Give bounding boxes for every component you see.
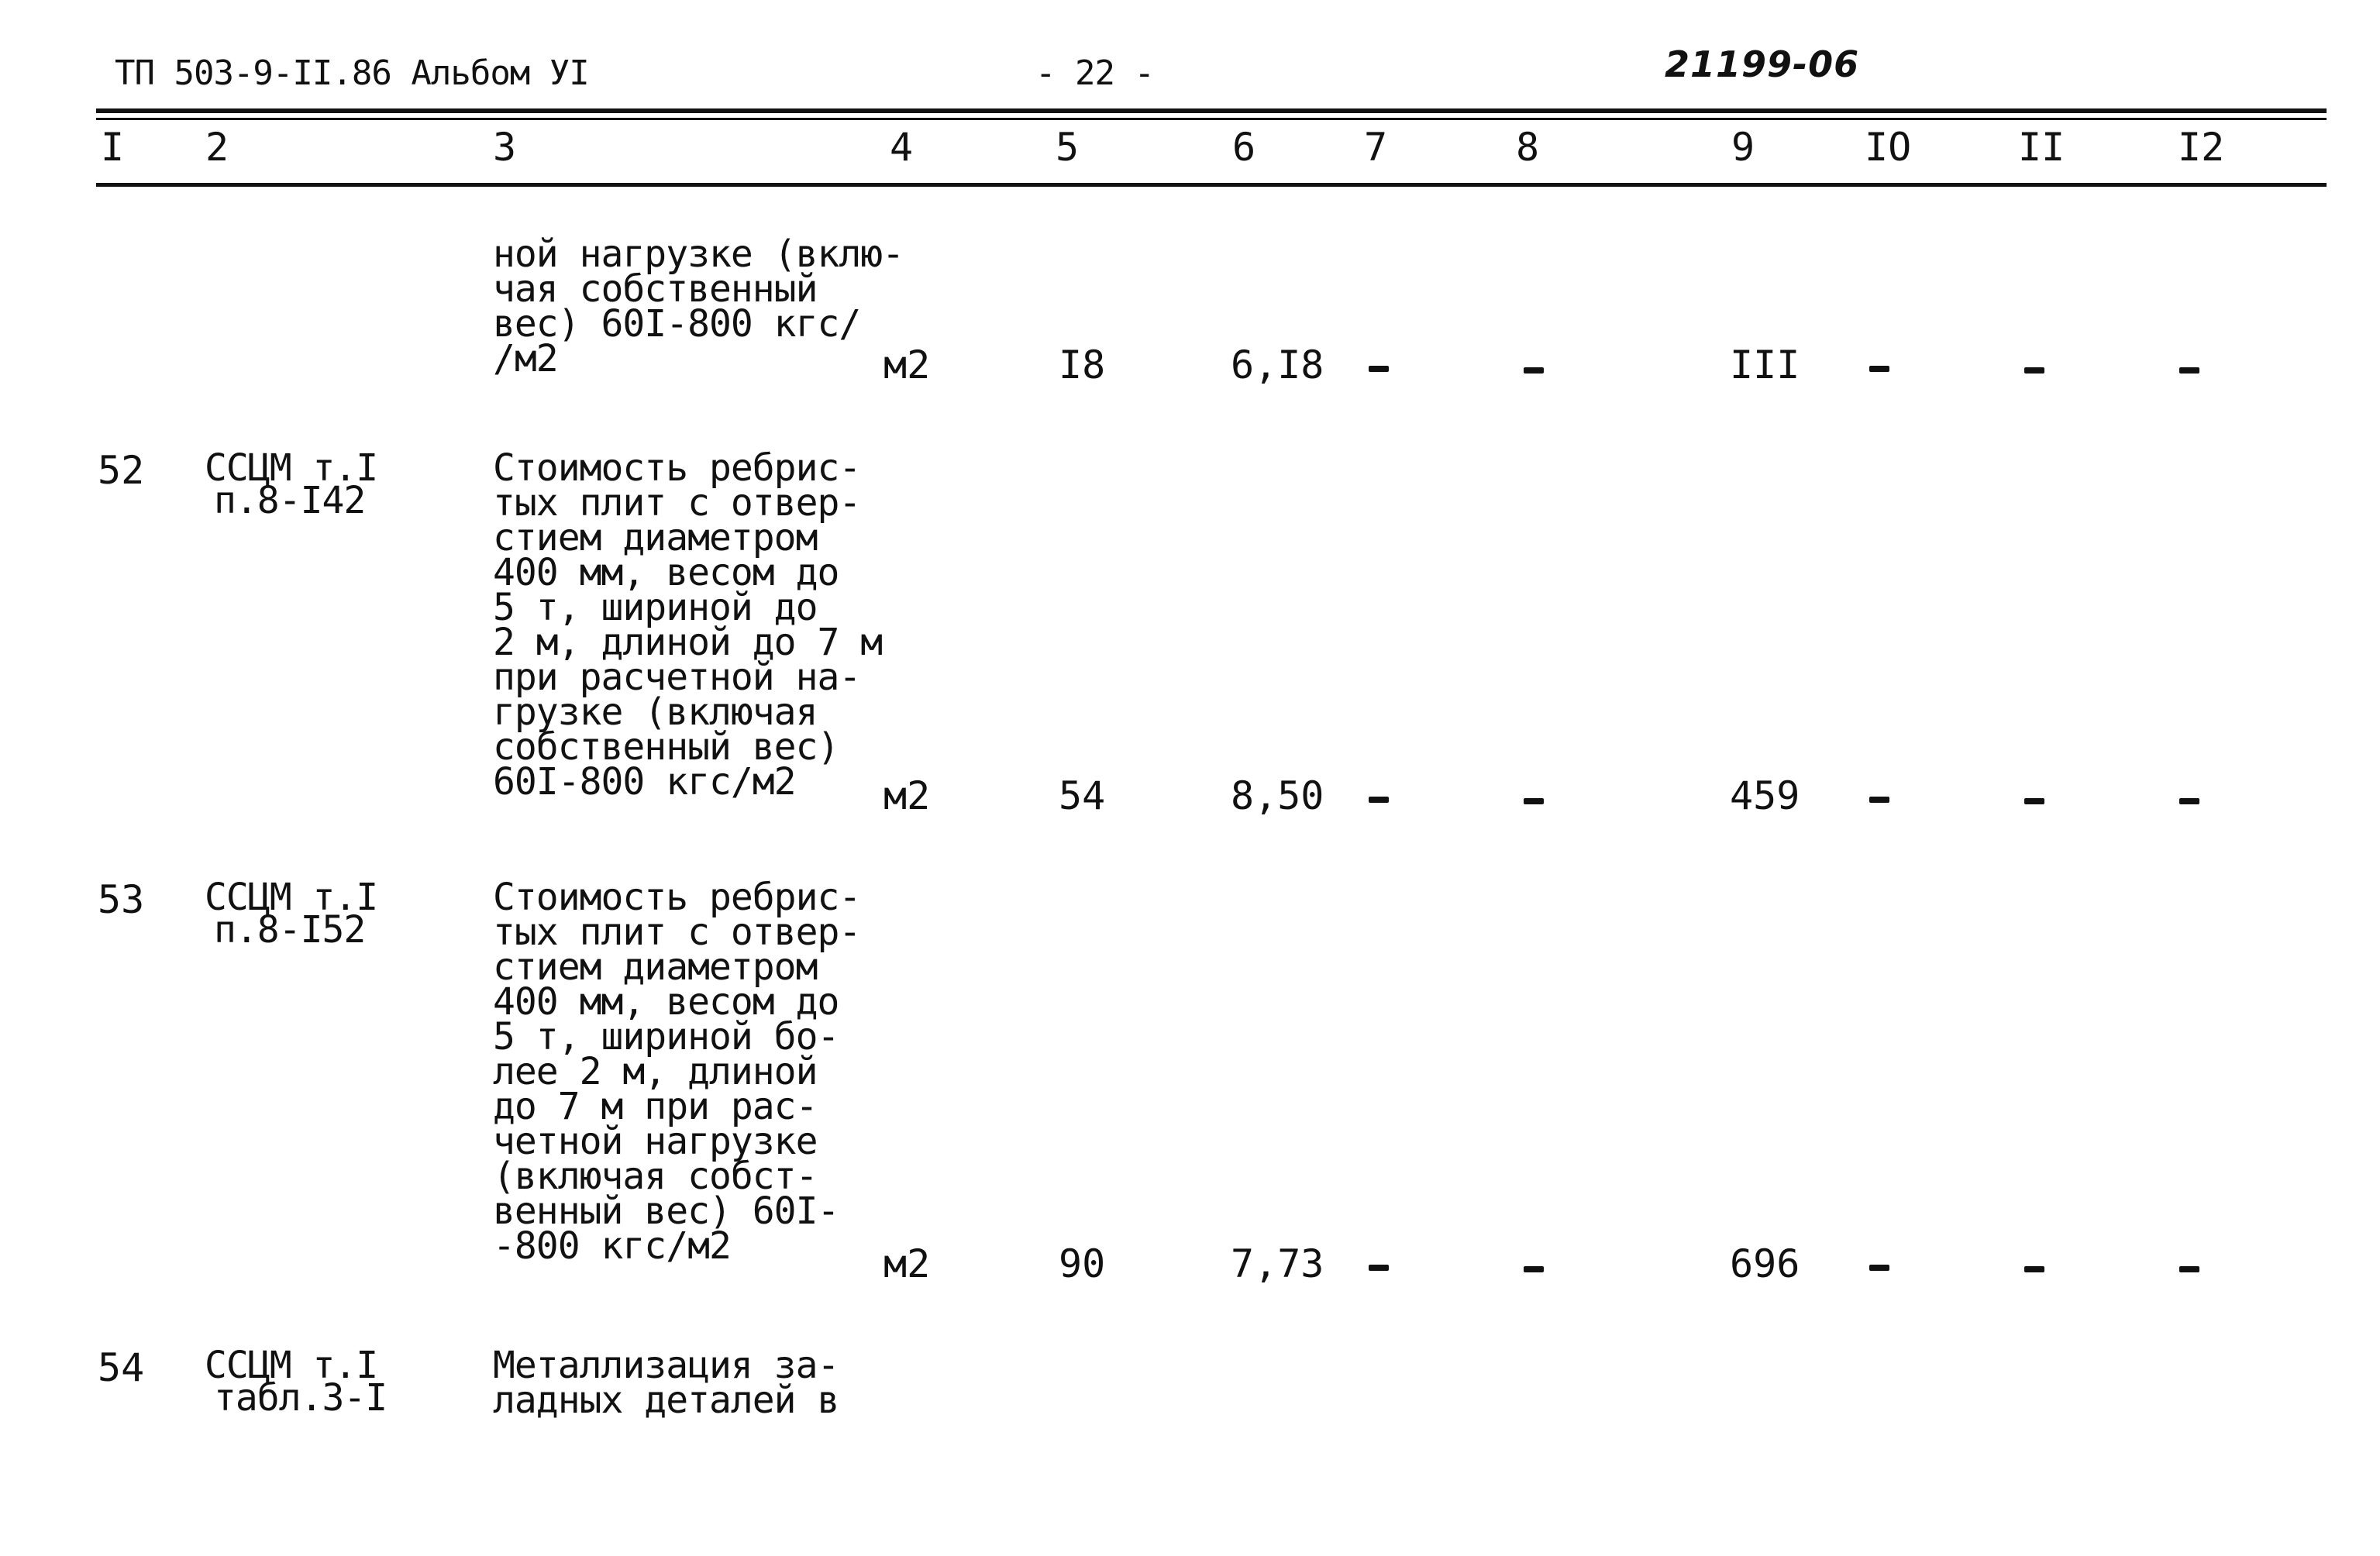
item-col8-dash — [1524, 1266, 1544, 1272]
column-header-rule — [96, 183, 2327, 187]
item-unit: м2 — [883, 773, 931, 818]
item-total: 459 — [1730, 773, 1800, 818]
item-col12-dash — [2179, 367, 2199, 374]
item-col10-dash — [1869, 366, 1889, 372]
item-col12-dash — [2179, 798, 2199, 804]
item-unit-price: 8,50 — [1231, 773, 1324, 818]
item-number: 53 — [98, 877, 145, 922]
item-col11-dash — [2024, 367, 2044, 374]
top-rule-thin — [96, 118, 2327, 120]
item-col7-dash — [1369, 797, 1389, 803]
top-rule-thick — [96, 108, 2327, 113]
column-number-1: I — [101, 125, 125, 170]
item-reference-line-2: п.8-I52 — [214, 908, 366, 952]
item-col11-dash — [2024, 1266, 2044, 1272]
item-col11-dash — [2024, 798, 2044, 804]
item-number: 54 — [98, 1345, 145, 1390]
column-number-5: 5 — [1056, 125, 1080, 170]
item-col10-dash — [1869, 797, 1889, 803]
column-number-11: II — [2018, 125, 2065, 170]
item-col8-dash — [1524, 798, 1544, 804]
item-reference-line-1: ССЦМ т.I — [205, 876, 378, 919]
item-total: 696 — [1730, 1241, 1800, 1286]
item-quantity: 54 — [1059, 773, 1106, 818]
item-unit-price: 7,73 — [1231, 1241, 1324, 1286]
item-reference-line-1: ССЦМ т.I — [205, 1344, 378, 1387]
column-number-9: 9 — [1731, 125, 1755, 170]
item-quantity: I8 — [1059, 343, 1106, 387]
page-number: - 22 - — [1035, 53, 1154, 93]
item-col8-dash — [1524, 367, 1544, 374]
column-number-3: 3 — [493, 125, 517, 170]
item-col10-dash — [1869, 1265, 1889, 1271]
item-unit: м2 — [883, 343, 931, 387]
column-number-8: 8 — [1516, 125, 1540, 170]
column-number-4: 4 — [890, 125, 914, 170]
item-description: Стоимость ребрис- тых плит с отвер- стием диаметром 400 мм, весом до 5 т, шириной бо- лее 2 м, длиной до 7 м при рас- четной нагрузке (включая собст- венный вес) 60I- -800 кгс/м2 — [493, 876, 861, 1268]
item-col7-dash — [1369, 1265, 1389, 1271]
item-col7-dash — [1369, 366, 1389, 372]
item-col12-dash — [2179, 1266, 2199, 1272]
item-quantity: 90 — [1059, 1241, 1106, 1286]
item-reference-line-2: табл.3-I — [214, 1376, 387, 1420]
column-number-10: IO — [1865, 125, 1912, 170]
column-number-2: 2 — [205, 125, 229, 170]
item-description: Металлизация за- ладных деталей в — [493, 1344, 839, 1422]
item-description: ной нагрузке (вклю- чая собственный вес) 60I-800 кгс/ /м2 — [493, 232, 904, 380]
column-number-6: 6 — [1232, 125, 1256, 170]
document-code: 21199-06 — [1665, 43, 1860, 85]
item-unit: м2 — [883, 1241, 931, 1286]
column-number-7: 7 — [1364, 125, 1388, 170]
item-reference-line-1: ССЦМ т.I — [205, 446, 378, 490]
item-description: Стоимость ребрис- тых плит с отвер- стием диаметром 400 мм, весом до 5 т, шириной до 2 м, длиной до 7 м при расчетной на- грузке (включая собственный вес) 60I-800 кгс/м2 — [493, 446, 883, 804]
item-unit-price: 6,I8 — [1231, 343, 1324, 387]
item-number: 52 — [98, 448, 145, 493]
item-reference-line-2: п.8-I42 — [214, 479, 366, 522]
item-total: III — [1730, 343, 1800, 387]
column-number-12: I2 — [2178, 125, 2225, 170]
document-reference: ТП 503-9-II.86 Альбом УI — [115, 53, 589, 93]
